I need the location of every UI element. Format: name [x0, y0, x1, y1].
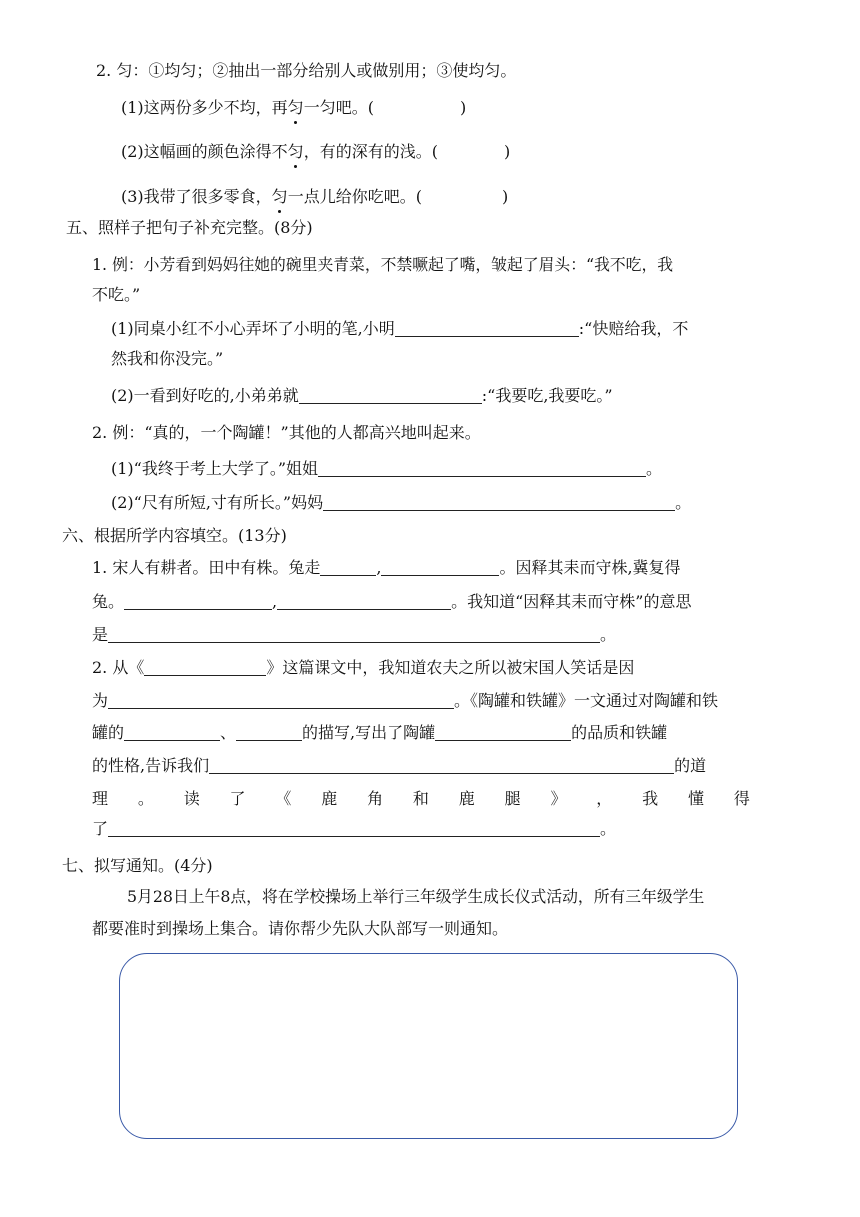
section6-passage2-line5: 理 。 读 了 《 鹿 角 和 鹿 腿 》 ， 我 懂 得: [92, 789, 750, 808]
section6-passage2-line4: 的性格,告诉我们 的道: [92, 756, 707, 775]
section6-passage2-line6: 了 。: [92, 819, 617, 838]
answer-line[interactable]: [395, 320, 579, 337]
section6-passage1-line2: 兔。 , 。我知道“因释其耒而守株”的意思: [92, 592, 692, 611]
section6-heading: 六、根据所学内容填空。(13分): [62, 526, 287, 545]
answer-line[interactable]: [381, 559, 499, 576]
notice-writing-box[interactable]: [119, 953, 738, 1139]
section7-prompt-line1: 5月28日上午8点，将在学校操场上举行三年级学生成长仪式活动，所有三年级学生: [127, 887, 705, 906]
section5-question4: (2)“尺有所短,寸有所长。”妈妈 。: [111, 493, 692, 512]
answer-line[interactable]: [236, 724, 302, 741]
section5-heading: 五、照样子把句子补充完整。(8分): [66, 218, 313, 237]
answer-line[interactable]: [435, 724, 571, 741]
answer-line[interactable]: [299, 387, 482, 404]
section5-example1-line2: 不吃。”: [92, 285, 141, 304]
section7-heading: 七、拟写通知。(4分): [62, 856, 213, 875]
section6-passage2-line2: 为 。《陶罐和铁罐》一文通过对陶罐和铁: [92, 691, 719, 710]
answer-line[interactable]: [108, 820, 600, 837]
section6-passage2-line1: 2. 从《 》这篇课文中，我知道农夫之所以被宋国人笑话是因: [92, 658, 635, 677]
section6-passage2-line3: 罐的 、 的描写,写出了陶罐 的品质和铁罐: [92, 723, 668, 742]
q4-item2-sentence-3: (3)我带了很多零食，匀一点儿给你吃吧。( ): [121, 187, 509, 206]
q4-item2-sentence-2: (2)这幅画的颜色涂得不匀，有的深有的浅。( ): [121, 142, 511, 161]
section5-example1-line1: 1. 例：小芳看到妈妈往她的碗里夹青菜，不禁噘起了嘴，皱起了眉头：“我不吃，我: [92, 255, 674, 274]
q4-item2-title: 2. 匀：①均匀；②抽出一部分给别人或做别用；③使均匀。: [96, 61, 517, 80]
answer-line[interactable]: [144, 659, 266, 676]
section5-question2: (2)一看到好吃的,小弟弟就 :“我要吃,我要吃。”: [111, 386, 613, 405]
section6-passage1-line3: 是 。: [92, 625, 617, 644]
answer-line[interactable]: [318, 460, 646, 477]
answer-line[interactable]: [209, 757, 674, 774]
section5-example2: 2. 例：“真的，一个陶罐！”其他的人都高兴地叫起来。: [92, 423, 481, 442]
answer-line[interactable]: [124, 724, 220, 741]
answer-line[interactable]: [108, 692, 454, 709]
section5-question1: (1)同桌小红不小心弄坏了小明的笔,小明 :“快赔给我，不: [111, 319, 689, 338]
section6-passage1-line1: 1. 宋人有耕者。田中有株。兔走 , 。因释其耒而守株,冀复得: [92, 558, 681, 577]
answer-line[interactable]: [320, 559, 376, 576]
section7-prompt-line2: 都要准时到操场上集合。请你帮少先队大队部写一则通知。: [92, 919, 509, 938]
answer-line[interactable]: [108, 626, 600, 643]
q4-item2-sentence-1: (1)这两份多少不均，再匀一匀吧。( ): [121, 98, 467, 117]
answer-line[interactable]: [323, 494, 675, 511]
section5-question1-line2: 然我和你没完。”: [111, 349, 224, 368]
answer-line[interactable]: [277, 593, 451, 610]
answer-line[interactable]: [124, 593, 272, 610]
section5-question3: (1)“我终于考上大学了。”姐姐 。: [111, 459, 663, 478]
